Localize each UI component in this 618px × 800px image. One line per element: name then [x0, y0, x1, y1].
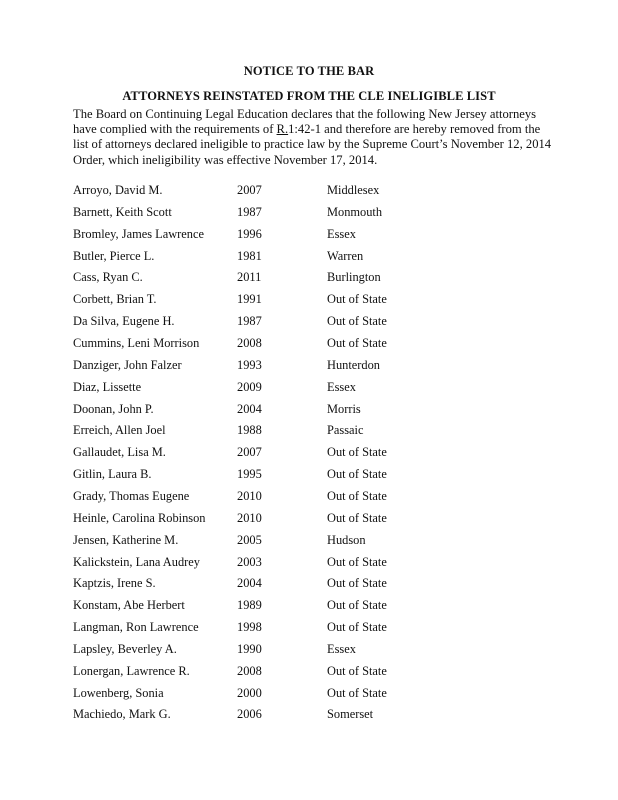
admission-year: 2008 — [237, 336, 262, 350]
admission-year: 2003 — [237, 554, 262, 569]
court-rule-reference: R. — [276, 122, 289, 137]
attorney-row — [0, 641, 618, 657]
admission-year: 2007 — [237, 183, 262, 197]
attorney-row — [0, 466, 618, 482]
county: Out of State — [327, 554, 387, 569]
attorney-name: Langman, Ron Lawrence — [73, 620, 199, 634]
county: Essex — [327, 226, 356, 241]
attorney-name: Lonergan, Lawrence R. — [73, 663, 190, 678]
county: Essex — [327, 379, 356, 394]
admission-year: 1996 — [237, 226, 262, 241]
admission-year: 1989 — [237, 598, 262, 613]
admission-year: 2010 — [237, 510, 262, 525]
attorney-row — [0, 685, 618, 701]
county: Out of State — [327, 598, 387, 613]
attorney-row — [0, 269, 618, 285]
attorney-name: Jensen, Katherine M. — [73, 532, 179, 547]
attorney-row — [0, 575, 618, 591]
attorney-row — [0, 619, 618, 635]
attorney-row — [0, 313, 618, 329]
attorney-row — [0, 532, 618, 548]
attorney-name: Danziger, John Falzer — [73, 357, 182, 372]
county: Warren — [327, 248, 364, 263]
notice-title: NOTICE TO THE BAR — [243, 64, 375, 78]
attorney-name: Grady, Thomas Eugene — [73, 488, 190, 503]
attorney-name: Bromley, James Lawrence — [73, 226, 204, 241]
county: Out of State — [327, 576, 387, 591]
attorney-name: Machiedo, Mark G. — [73, 707, 171, 722]
county: Out of State — [327, 620, 387, 634]
attorney-name: Erreich, Allen Joel — [73, 423, 166, 438]
county: Passaic — [327, 423, 364, 438]
attorney-row — [0, 554, 618, 570]
attorney-row — [0, 401, 618, 417]
admission-year: 2007 — [237, 445, 262, 460]
attorney-name: Konstam, Abe Herbert — [73, 598, 185, 613]
admission-year: 1988 — [237, 423, 262, 438]
admission-year: 2011 — [237, 270, 262, 285]
county: Out of State — [327, 467, 387, 482]
attorney-name: Gitlin, Laura B. — [73, 467, 152, 482]
admission-year: 1995 — [237, 467, 262, 482]
attorney-row — [0, 706, 618, 722]
admission-year: 1990 — [237, 641, 262, 656]
county: Middlesex — [327, 183, 380, 197]
attorney-name: Cass, Ryan C. — [73, 270, 143, 285]
county: Out of State — [327, 488, 387, 503]
admission-year: 2010 — [237, 488, 262, 503]
attorney-name: Lowenberg, Sonia — [73, 685, 164, 700]
admission-year: 1987 — [237, 314, 262, 329]
attorney-row — [0, 182, 618, 198]
attorney-row — [0, 226, 618, 242]
attorney-name: Barnett, Keith Scott — [73, 204, 172, 219]
admission-year: 2005 — [237, 532, 262, 547]
county: Out of State — [327, 336, 387, 350]
county: Hunterdon — [327, 357, 380, 372]
attorney-row — [0, 663, 618, 679]
attorney-row — [0, 379, 618, 395]
attorney-name: Doonan, John P. — [73, 401, 154, 416]
attorney-row — [0, 488, 618, 504]
county: Out of State — [327, 292, 387, 307]
admission-year: 2008 — [237, 663, 262, 678]
intro-paragraph — [73, 107, 553, 168]
admission-year: 2004 — [237, 576, 262, 591]
county: Essex — [327, 641, 356, 656]
attorney-name: Diaz, Lissette — [73, 379, 142, 394]
county: Burlington — [327, 270, 381, 285]
attorney-row — [0, 248, 618, 264]
county: Morris — [327, 401, 361, 416]
attorney-row — [0, 510, 618, 526]
attorney-row — [0, 597, 618, 613]
attorney-row — [0, 444, 618, 460]
county: Out of State — [327, 663, 387, 678]
county: Monmouth — [327, 204, 383, 219]
admission-year: 1987 — [237, 204, 262, 219]
attorney-name: Butler, Pierce L. — [73, 248, 155, 263]
intro-text-start: The Board on Continuing Legal Education declares that the following New Jersey attorneys have complied with the requirements of — [73, 107, 537, 137]
attorney-row — [0, 422, 618, 438]
admission-year: 1998 — [237, 620, 262, 634]
attorney-name: Gallaudet, Lisa M. — [73, 445, 166, 460]
county: Out of State — [327, 685, 387, 700]
attorney-name: Corbett, Brian T. — [73, 292, 157, 307]
admission-year: 2000 — [237, 685, 262, 700]
county: Hudson — [327, 532, 366, 547]
attorney-row — [0, 291, 618, 307]
attorney-name: Da Silva, Eugene H. — [73, 314, 175, 329]
admission-year: 2004 — [237, 401, 262, 416]
attorney-row — [0, 357, 618, 373]
admission-year: 1991 — [237, 292, 262, 307]
attorney-name: Kaptzis, Irene S. — [73, 576, 156, 591]
intro-text-end: 1:42-1 and therefore are hereby removed from the list of attorneys declared ineligible to practice law by the Supreme Court’s November 12, 2014 Order, which ineligibility was effective November 17, 2014. — [73, 122, 552, 167]
attorney-name: Lapsley, Beverley A. — [73, 641, 177, 656]
attorney-name: Heinle, Carolina Robinson — [73, 510, 206, 525]
county: Out of State — [327, 445, 387, 460]
attorney-name: Arroyo, David M. — [73, 183, 163, 197]
attorney-name: Cummins, Leni Morrison — [73, 336, 200, 350]
notice-subtitle: ATTORNEYS REINSTATED FROM THE CLE INELIGIBLE LIST — [122, 89, 496, 103]
county: Somerset — [327, 707, 374, 722]
admission-year: 1993 — [237, 357, 262, 372]
county: Out of State — [327, 314, 387, 329]
admission-year: 2006 — [237, 707, 262, 722]
attorney-row — [0, 335, 618, 351]
attorney-row — [0, 204, 618, 220]
admission-year: 1981 — [237, 248, 262, 263]
admission-year: 2009 — [237, 379, 262, 394]
attorney-name: Kalickstein, Lana Audrey — [73, 554, 200, 569]
county: Out of State — [327, 510, 387, 525]
